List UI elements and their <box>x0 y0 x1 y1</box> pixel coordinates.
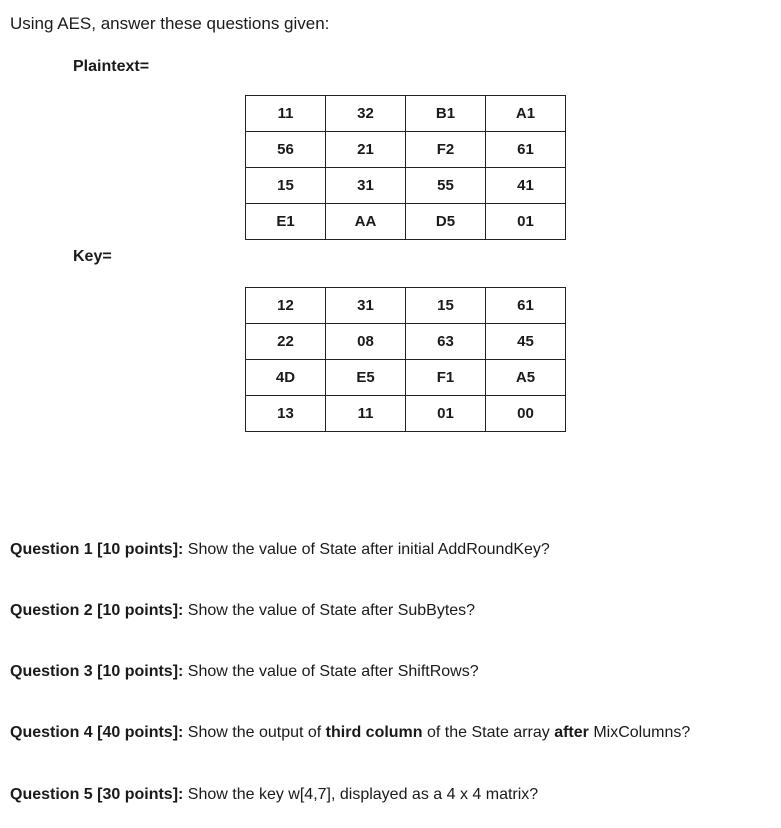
key-cell: 45 <box>486 324 566 360</box>
key-label: Key= <box>73 248 112 265</box>
table-row <box>246 168 566 204</box>
key-cell: 22 <box>246 324 326 360</box>
question-text: MixColumns? <box>588 724 691 741</box>
key-cell: 00 <box>486 396 566 432</box>
question-1 <box>10 541 550 559</box>
question-3 <box>10 663 479 681</box>
question-text: Show the value of State after ShiftRows? <box>183 663 479 680</box>
table-row <box>246 132 566 168</box>
plaintext-cell: A1 <box>486 96 566 132</box>
plaintext-cell: 01 <box>486 204 566 240</box>
key-cell: A5 <box>486 360 566 396</box>
plaintext-cell: D5 <box>406 204 486 240</box>
table-row <box>246 396 566 432</box>
key-cell: 13 <box>246 396 326 432</box>
plaintext-cell: 55 <box>406 168 486 204</box>
plaintext-cell: B1 <box>406 96 486 132</box>
key-cell: 63 <box>406 324 486 360</box>
question-heading: Question 5 [30 points]: <box>10 786 184 803</box>
question-text: Show the output of <box>183 724 326 741</box>
question-heading: Question 4 [40 points]: <box>10 724 184 741</box>
plaintext-cell: 31 <box>326 168 406 204</box>
key-cell: 01 <box>406 396 486 432</box>
emphasis-text: third column <box>325 724 423 741</box>
key-cell: 15 <box>406 288 486 324</box>
plaintext-cell: 61 <box>486 132 566 168</box>
plaintext-label: Plaintext= <box>73 58 150 75</box>
plaintext-cell: E1 <box>246 204 326 240</box>
question-text: Show the key w[4,7], displayed as a 4 x 4 matrix? <box>183 786 539 803</box>
table-row <box>246 360 566 396</box>
question-text: Show the value of State after SubBytes? <box>183 602 476 619</box>
plaintext-cell: F2 <box>406 132 486 168</box>
intro-text: Using AES, answer these questions given: <box>10 14 330 33</box>
plaintext-cell: AA <box>326 204 406 240</box>
plaintext-cell: 32 <box>326 96 406 132</box>
question-text: Show the value of State after initial AddRoundKey? <box>183 541 550 558</box>
key-cell: 11 <box>326 396 406 432</box>
plaintext-matrix <box>245 95 566 240</box>
key-cell: 12 <box>246 288 326 324</box>
question-text: of the State array <box>422 724 555 741</box>
table-row <box>246 96 566 132</box>
question-2 <box>10 602 475 620</box>
plaintext-cell: 21 <box>326 132 406 168</box>
plaintext-cell: 15 <box>246 168 326 204</box>
key-cell: 08 <box>326 324 406 360</box>
question-heading: Question 2 [10 points]: <box>10 602 184 619</box>
table-row <box>246 204 566 240</box>
question-heading: Question 3 [10 points]: <box>10 663 184 680</box>
key-cell: 61 <box>486 288 566 324</box>
key-cell: F1 <box>406 360 486 396</box>
key-cell: 4D <box>246 360 326 396</box>
question-heading: Question 1 [10 points]: <box>10 541 184 558</box>
key-matrix <box>245 287 566 432</box>
question-4 <box>10 724 690 742</box>
plaintext-cell: 56 <box>246 132 326 168</box>
key-cell: 31 <box>326 288 406 324</box>
key-cell: E5 <box>326 360 406 396</box>
plaintext-cell: 41 <box>486 168 566 204</box>
table-row <box>246 288 566 324</box>
plaintext-cell: 11 <box>246 96 326 132</box>
emphasis-text: after <box>554 724 589 741</box>
question-5 <box>10 786 538 804</box>
table-row <box>246 324 566 360</box>
